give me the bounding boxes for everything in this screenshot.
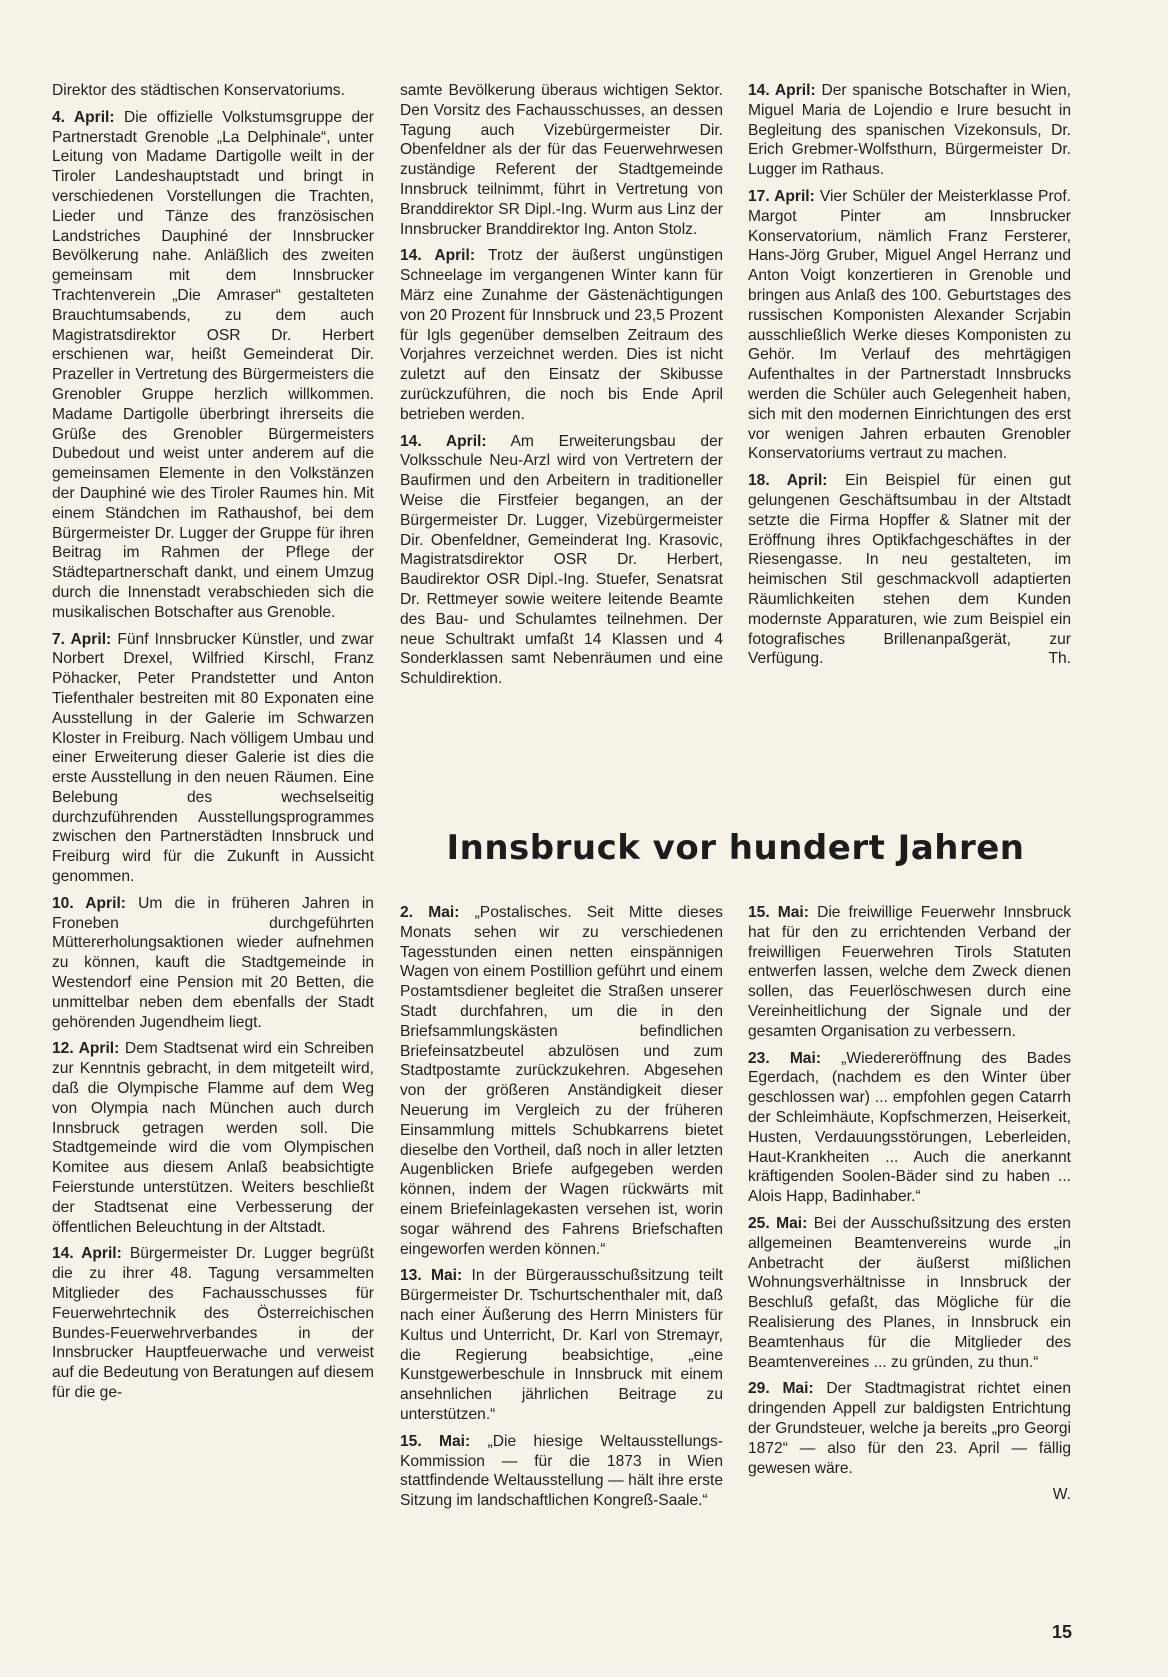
column-4	[400, 903, 723, 1518]
section-headline: Innsbruck vor hundert Jahren	[446, 828, 1025, 868]
entry: 13. Mai: In der Bürgerausschußsitzung teilt Bürgermeister Dr. Tschurtschenthaler mit, daß nach einer Äußerung des Herrn Ministers für Kultus und Unterricht, Dr. Karl von Stremayr, die Regierung beabsichtige, „eine Kunstgewerbeschule in Innsbruck mit einem ansehnlichen jährlichen Beitrage zu unterstützen.“	[400, 1267, 724, 1423]
entry-date: 14. April:	[400, 247, 476, 265]
entry: 12. April: Dem Stadtsenat wird ein Schreiben zur Kenntnis gebracht, in dem mitgeteilt wird, daß die Olympische Flamme auf dem Weg von Olympia nach München auch durch Innsbruck getragen werden soll. Die Stadtgemeinde wird die vom Olympischen Komitee aus diesem Anlaß beabsichtigte Feierstunde unterstützen. Weiters beschließt der Stadtsenat eine Verbesserung der öffentlichen Beleuchtung in der Altstadt.	[52, 1040, 374, 1236]
entry: 7. April: Fünf Innsbrucker Künstler, und zwar Norbert Drexel, Wilfried Kirschl, Franz Pöhacker, Peter Prandstetter und Anton Tiefenthaler bestreiten mit 80 Exponaten eine Ausstellung in der Galerie im Schwarzen Kloster in Freiburg. Nach völligem Umbau und einer Erweiterung dieser Galerie ist dies die erste Ausstellung in den neuen Räumen. Eine Belebung des wechselseitig durchzuführenden Ausstellungsprogrammes zwischen den Partnerstädten Innsbruck und Freiburg wird für die Zukunft in Aussicht genommen.	[52, 630, 374, 886]
column-1	[52, 81, 374, 1410]
column-3	[748, 81, 1071, 676]
entry: 15. Mai: Die freiwillige Feuerwehr Innsbruck hat für den zu errichtenden Verband der freiwilligen Feuerwehren Tirols Statuten entwerfen lassen, welche dem Zweck dienen sollen, das Feuerlöschwesen durch eine Vereinheitlichung der Signale und der gesamten Organisation zu verbessern.	[748, 904, 1071, 1040]
entry-date: 17. April:	[748, 187, 815, 205]
entry-date: 29. Mai:	[748, 1380, 814, 1398]
column-2	[400, 81, 723, 696]
author-signature: W.	[1052, 1486, 1071, 1504]
entry-date: 15. Mai:	[748, 904, 809, 921]
entry-date: 14. April:	[52, 1245, 122, 1263]
entry: Direktor des städtischen Konservatoriums.	[52, 82, 345, 99]
column-5	[748, 903, 1071, 1512]
entry: 14. April: Trotz der äußerst ungünstigen Schneelage im vergangenen Winter kann für März eine Zunahme der Gästenächtigungen von 20 Prozent für Innsbruck und 23,5 Prozent für Igls gegenüber demselben Zeitraum des Vorjahres verzeichnet werden. Dies ist nicht zuletzt auf den Einsatz der Skibusse zurückzuführen, die noch bis Ende April betrieben werden.	[400, 247, 723, 423]
entry-date: 7. April:	[52, 630, 112, 648]
entry: 23. Mai: „Wiedereröffnung des Bades Egerdach, (nachdem es den Winter über geschlossen war) ... empfohlen gegen Catarrh der Schleimhäute, Kopfschmerzen, Heiserkeit, Husten, Verdauungsstörungen, Leberleiden, Haut-Krankheiten ... Auch die anerkannt kräftigenden Soolen-Bäder sind zu haben ... Alois Happ, Badinhaber.“	[748, 1049, 1072, 1206]
entry: 25. Mai: Bei der Ausschußsitzung des ersten allgemeinen Beamtenvereins wurde „in Anbetracht der äußerst mißlichen Wohnungsverhältnisse in Innsbruck der Beschluß gefaßt, das Mögliche für die Realisierung des Planes, in Innsbruck ein Beamtenhaus für die Mitglieder des Beamtenvereines ... zu gründen, zu thun.“	[748, 1214, 1071, 1371]
entry-date: 13. Mai:	[400, 1267, 463, 1285]
entry-date: 18. April:	[748, 472, 828, 490]
page-number: 15	[1051, 1622, 1072, 1642]
entry-date: 15. Mai:	[400, 1432, 471, 1450]
entry: 14. April: Bürgermeister Dr. Lugger begrüßt die zu ihrer 48. Tagung versammelten Mitglieder des Fachausschusses für Feuerwehrtechnik des Österreichischen Bundes-Feuerwehrverbandes in der Innsbrucker Hauptfeuerwache und verweist auf die Bedeutung von Beratungen auf diesem für die ge-	[52, 1245, 374, 1401]
entry: 4. April: Die offizielle Volkstumsgruppe der Partnerstadt Grenoble „La Delphinale“, unter Leitung von Madame Dartigolle weilt in der Tiroler Landeshauptstadt und bringt in verschiedenen Vorstellungen die Trachten, Lieder und Tänze des französischen Landstriches Dauphiné der Innsbrucker Bevölkerung nahe. Anläßlich des zweiten gemeinsam mit dem Innsbrucker Trachtenverein „Die Amraser“ gestalteten Brauchtumsabends, zu dem auch Magistratsdirektor OSR Dr. Herbert erschienen war, heißt Gemeinderat Dir. Prazeller in Vertretung des Bürgermeisters die Grenobler Gruppe herzlich willkommen. Madame Dartigolle überbringt ihrerseits die Grüße des Grenobler Bürgermeisters Dubedout und weist unter anderem auf die gemeinsamen Elemente in den Volkstänzen der Dauphiné wie des Tiroler Raumes hin. Mit einem Ständchen im Rathaushof, bei dem Bürgermeister Dr. Lugger der Gruppe für ihren Beitrag im Rahmen der Pflege der Städtepartnerschaft dankt, und einem Umzug durch die Innenstadt verabschieden sich die musikalischen Botschafter aus Grenoble.	[52, 108, 374, 621]
entry-date: 25. Mai:	[748, 1214, 808, 1232]
entry: 14. April: Der spanische Botschafter in Wien, Miguel Maria de Lojendio e Irure besucht in Begleitung des spanischen Vizekonsuls, Dr. Erich Grebmer-Wolfsthurn, Bürgermeister Dr. Lugger im Rathaus.	[748, 82, 1071, 179]
entry-date: 10. April:	[52, 894, 126, 912]
entry-date: 2. Mai:	[400, 904, 460, 921]
entry: 18. April: Ein Beispiel für einen gut gelungenen Geschäftsumbau in der Altstadt setzte die Firma Hopffer & Slatner mit der Eröffnung ihres Optikfachgeschäftes in der Riesengasse. In neu gestalteten, im heimischen Stil geschmackvoll adaptierten Räumlichkeiten stehen dem Kunden modernste Apparaturen, wie zum Beispiel ein fotografisches Brillenanpaßgerät, zur Verfügung. Th.	[748, 472, 1071, 668]
entry-date: 14. April:	[400, 432, 487, 450]
entry: 14. April: Am Erweiterungsbau der Volksschule Neu-Arzl wird von Vertretern der Baufirmen und den Arbeitern in traditioneller Weise die Firstfeier begangen, an der Bürgermeister Dr. Lugger, Vizebürgermeister Dir. Obenfeldner, Gemeinderat Ing. Krasovic, Magistratsdirektor OSR Dr. Herbert, Baudirektor OSR Dipl.-Ing. Stuefer, Senatsrat Dr. Rettmeyer sowie weitere leitende Beamte des Bau- und Schulamtes teilnehmen. Der neue Schultrakt umfaßt 14 Klassen und 4 Sonderklassen samt Nebenräumen und eine Schuldirektion.	[400, 432, 723, 688]
author-signature: Th.	[1048, 650, 1071, 668]
entry-date: 14. April:	[748, 82, 816, 99]
entry: 10. April: Um die in früheren Jahren in Froneben durchgeführten Müttererholungsaktionen wieder aufnehmen zu können, kauft die Stadtgemeinde in Westendorf eine Pension mit 20 Betten, die unmittelbar neben dem ebenfalls der Stadt gehörenden Jugendheim liegt.	[52, 894, 374, 1031]
entry: samte Bevölkerung überaus wichtigen Sektor. Den Vorsitz des Fachausschusses, an dessen Tagung auch Vizebürgermeister Dir. Obenfeldner als der für das Feuerwehrwesen zuständige Referent der Stadtgemeinde Innsbruck teilnimmt, führt in Vertretung von Branddirektor SR Dipl.-Ing. Wurm aus Linz der Innsbrucker Branddirektor Ing. Anton Stolz.	[400, 82, 723, 238]
entry-date: 4. April:	[52, 108, 115, 126]
entry: 2. Mai: „Postalisches. Seit Mitte dieses Monats sehen wir zu verschiedenen Tagesstunden einen netten einspännigen Wagen von einem Postillion geführt und einem Postamtsdiener begleitet die Straßen unserer Stadt durchfahren, um die in den Briefsammlungskästen befindlichen Briefeinsatzbeutel abzulösen und zum Stadtpostamte zurückzukehren. Abgesehen von der größeren Anständigkeit dieser Neuerung im Vergleich zu der früheren Einsammlung mittels Schubkarrens bietet dieselbe den Vortheil, daß noch in aller letzten Augenblicken Briefe aufgegeben werden können, indem der Wagen rückwärts mit einem Briefeinlagekasten versehen ist, worin sogar während des Fahrens Briefschaften eingeworfen werden können.“	[400, 904, 723, 1258]
entry: 15. Mai: „Die hiesige Weltausstellungs-Kommission — für die 1873 in Wien stattfindende Weltausstellung — hält ihre erste Sitzung im landschaftlichen Kongreß-Saale.“	[400, 1432, 723, 1510]
entry: 17. April: Vier Schüler der Meisterklasse Prof. Margot Pinter am Innsbrucker Konservatorium, nämlich Franz Fersterer, Hans-Jörg Gruber, Miguel Angel Herranz und Anton Voigt konzertieren in Grenoble und bringen aus Anlaß des 100. Geburtstages des russischen Komponisten Alexander Scrjabin ausschließlich Werke dieses Komponisten zu Gehör. Im Verlauf des mehrtägigen Aufenthaltes in der Partnerstadt Innsbrucks werden die Schüler auch Gelegenheit haben, sich mit den modernen Einrichtungen des erst vor wenigen Jahren erbauten Grenobler Konservatoriums vertraut zu machen.	[748, 187, 1071, 463]
entry: 29. Mai: Der Stadtmagistrat richtet einen dringenden Appell zur baldigsten Entrichtung der Grundsteuer, welche ja bereits „pro Georgi 1872“ — also für den 23. April — fällig gewesen wäre.	[748, 1380, 1072, 1477]
entry-date: 23. Mai:	[748, 1049, 822, 1067]
entry-date: 12. April:	[52, 1040, 120, 1058]
